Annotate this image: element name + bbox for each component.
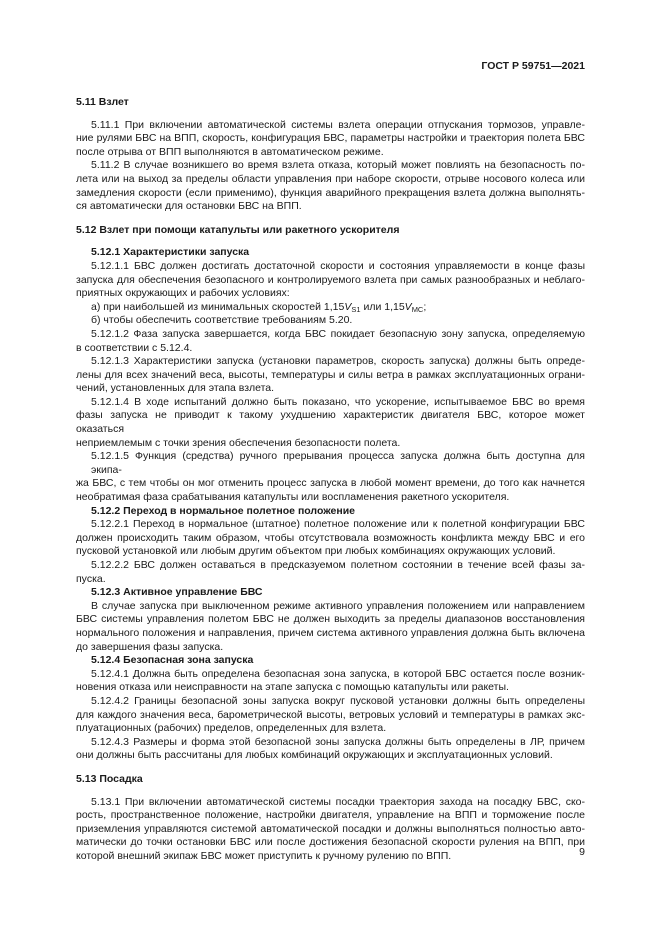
- text-line: 5.12.4.2 Границы безопасной зоны запуска вокруг пусковой установки должны быть определены: [91, 694, 585, 707]
- section-title-5-11: 5.11 Взлет: [76, 96, 129, 108]
- text-line: необратимая фаза срабатывания катапульты или воспламенения ракетного ускорителя.: [76, 491, 510, 504]
- text-line: плуатационных (рабочих) пределов, определенных для взлета.: [76, 722, 387, 735]
- document-code: ГОСТ Р 59751—2021: [481, 60, 585, 72]
- text-line: 5.12.4.1 Должна быть определена безопасная зона запуска, в которой БВС остается после возник-: [91, 667, 585, 680]
- text-line: 5.12.2.2 БВС должен оставаться в предсказуемом полетном состоянии в течение всей фазы за-: [91, 559, 585, 571]
- paragraph-5-12-1-1: [76, 260, 585, 301]
- text-line: лены для всех значений веса, высоты, температуры и силы ветра в рамках эксплуатационных ограни-: [76, 368, 585, 381]
- text-line: чений, установленных для этапа взлета.: [76, 382, 275, 395]
- text-line: 5.11.1 При включении автоматической системы взлета операции отпускания тормозов, управле-: [91, 118, 585, 131]
- text-line: после отрыва от ВПП выполняются в автоматическом режиме.: [76, 145, 384, 158]
- text-line: 5.12.1.5 Функция (средства) ручного прерывания процесса запуска должна быть доступна для экипа-: [91, 450, 585, 476]
- text-line: 5.12.1.1 БВС должен достигать достаточной скорости и состояния управляемости в конце фазы: [91, 259, 585, 272]
- paragraph-5-12-4-3: [76, 736, 585, 763]
- text-line: БВС системы управления полетом БВС не должен выходить за пределы диапазонов восстановления: [76, 613, 585, 626]
- text-line: новения отказа или неисправности на этапе запуска с помощью катапульты или ракеты.: [76, 681, 509, 694]
- section-title-5-13: 5.13 Посадка: [76, 772, 143, 785]
- text-line: пусковой установкой или любым другим объектом при любых комбинациях окружающих условий.: [76, 545, 556, 558]
- text-line: запуска для обеспечения безопасного и контролируемого взлета при самых разнообразных и неблаго-: [76, 273, 585, 286]
- subsection-title-5-12-2: 5.12.2 Переход в нормальное полетное положение: [91, 504, 356, 517]
- paragraph-5-12-4-2: [76, 695, 585, 736]
- paragraph-5-11-2: [76, 159, 585, 213]
- text-line: 5.12.4.3 Размеры и форма этой безопасной зоны запуска должны быть определены в ЛР, причем: [91, 735, 585, 748]
- text-line: ние рулями БВС на ВПП, скорость, конфигурация БВС, параметры настройки и траектория полета БВС: [76, 132, 585, 145]
- paragraph-5-12-1-2: [76, 328, 585, 355]
- text-line: для каждого значения веса, барометрической высоты, ветровых условий и температуры в рамках экс-: [76, 708, 585, 721]
- text-line: нормального положения и направления, причем система активного управления должна быть включена: [76, 626, 585, 639]
- paragraph-5-13-1: [76, 796, 585, 864]
- section-title-5-12: 5.12 Взлет при помощи катапульты или ракетного ускорителя: [76, 223, 400, 236]
- text-line: В случае запуска при выключенном режиме активного управления положением или направлением: [91, 599, 585, 612]
- text-line: 5.11.2 В случае возникшего во время взлета отказа, который может повлиять на безопасность по-: [91, 159, 585, 172]
- text-line: должен происходить таким образом, чтобы отсутствовала возможность конфликта между БВС и его: [76, 531, 585, 544]
- paragraph-5-12-3: [76, 600, 585, 654]
- text-line: лета или на выход за пределы области управления при наборе скорости, отрыве носового колеса или: [76, 172, 585, 185]
- paragraph-5-12-1-3: [76, 355, 585, 396]
- page-number: 9: [579, 846, 585, 858]
- text-line: фазы запуска не приводит к такому ухудшению характеристик двигателя БВС, которое может оказаться: [76, 409, 585, 436]
- paragraph-5-11-1: [76, 119, 585, 160]
- text-line: неприемлемым с точки зрения обеспечения безопасности полета.: [76, 436, 401, 449]
- list-item-a: а) при наибольшей из минимальных скоростей $1,15V_{S1}$ или $1,15V_{MC}$;: [91, 300, 427, 314]
- paragraph-5-12-2-1: [76, 518, 585, 559]
- text-line: ся автоматически для остановки БВС на ВПП.: [76, 200, 302, 213]
- text-line: 5.12.1.3 Характеристики запуска (установки параметров, скорость запуска) должны быть опреде-: [91, 355, 585, 368]
- paragraph-5-12-4-1: [76, 668, 585, 695]
- paragraph-5-12-1-4: [76, 396, 585, 450]
- subsection-title-5-12-3: 5.12.3 Активное управление БВС: [91, 586, 263, 599]
- list-item-b: б) чтобы обеспечить соответствие требованиям 5.20.: [91, 314, 353, 327]
- text-line: пуска.: [76, 572, 106, 585]
- subsection-title-5-12-4: 5.12.4 Безопасная зона запуска: [91, 654, 254, 667]
- text-line: замедления скорости (если применимо), функция аварийного прекращения взлета должна выполнять-: [76, 186, 585, 199]
- text-line: матически до точки остановки БВС или после достижения безопасной скорости руления на ВПП, при: [76, 836, 585, 849]
- text-line: в соответствии с 5.12.4.: [76, 341, 193, 354]
- text-line: 5.12.2.1 Переход в нормальное (штатное) полетное положение или к полетной конфигурации БВС: [91, 518, 585, 531]
- text-line: приятных окружающих и рабочих условиях:: [76, 287, 290, 300]
- paragraph-5-12-1-5: [76, 450, 585, 504]
- text-line: рость, пространственное положение, настройки двигателя, управление на ВПП и торможение после: [76, 809, 585, 822]
- text-line: приземления управляются системой автоматической посадки и должны выполняться полностью авто-: [76, 822, 585, 835]
- text-line: 5.12.1.4 В ходе испытаний должно быть показано, что ускорение, испытываемое БВС во время: [91, 395, 585, 408]
- paragraph-5-12-2-2: [76, 559, 585, 586]
- text-line: которой внешний экипаж БВС может приступить к ручному рулению по ВПП.: [76, 849, 452, 862]
- text-line: 5.12.1.2 Фаза запуска завершается, когда БВС покидает безопасную зону запуска, определяемую: [91, 327, 585, 340]
- text-line: они должны быть рассчитаны для любых комбинаций окружающих и эксплуатационных условий.: [76, 749, 553, 762]
- text-line: до завершения фазы запуска.: [76, 640, 224, 653]
- text-line: 5.13.1 При включении автоматической системы посадки траектория захода на посадку БВС, ско-: [91, 795, 585, 808]
- text-line: жа БВС, с тем чтобы он мог отменить процесс запуска в любой момент времени, до того как начнется: [76, 477, 585, 490]
- subsection-title-5-12-1: 5.12.1 Характеристики запуска: [91, 246, 250, 259]
